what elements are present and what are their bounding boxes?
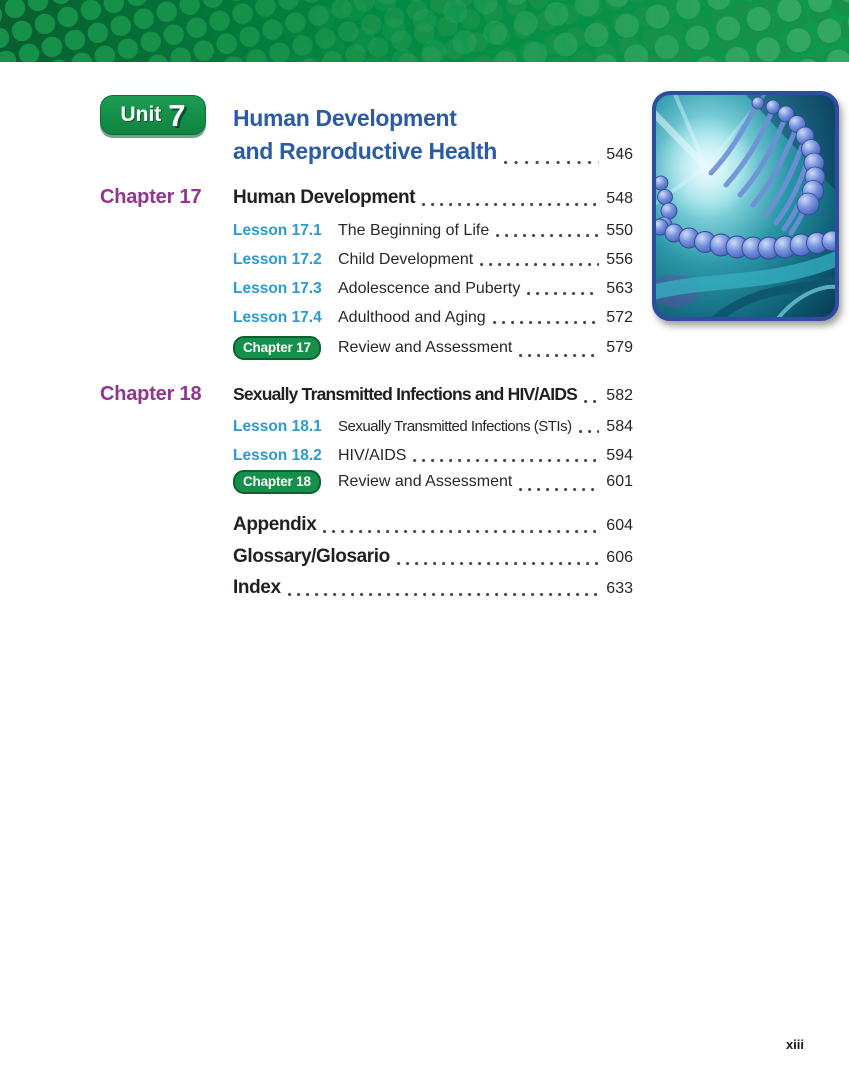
chapter-18-review-badge: Chapter 18 [233, 470, 321, 494]
lesson-18-2-page: 594 [606, 447, 633, 464]
dotted-leader [579, 429, 599, 434]
lesson-row-17-1 [233, 222, 633, 240]
dotted-leader [288, 592, 599, 597]
unit-title-line2 [233, 135, 633, 171]
dotted-leader [496, 233, 599, 238]
chapter-17-pill-box [233, 336, 338, 360]
index-page: 633 [606, 580, 633, 597]
appendix-page: 604 [606, 517, 633, 534]
unit-title-text: and Reproductive Health [233, 138, 498, 164]
lesson-row-18-2 [233, 447, 633, 465]
chapter-17-heading-row [100, 186, 633, 209]
lesson-17-4-page: 572 [606, 309, 633, 326]
dotted-leader [504, 160, 599, 165]
unit-title-line1: Human Development [233, 105, 457, 131]
index-title: Index [233, 577, 281, 598]
dotted-leader [397, 561, 599, 566]
dotted-leader [480, 262, 599, 267]
chapter-17-page-number: 548 [606, 190, 633, 207]
chapter-18-title: Sexually Transmitted Infections and HIV/AIDS [233, 384, 578, 404]
chapter-17-review-row [233, 336, 633, 360]
lesson-17-1-title: The Beginning of Life [338, 222, 490, 239]
backmatter-row-glossary [233, 546, 633, 568]
unit-badge-label: Unit [120, 103, 162, 126]
dotted-leader [323, 529, 599, 534]
lesson-18-1-label: Lesson 18.1 [233, 418, 322, 435]
lesson-18-2-label: Lesson 18.2 [233, 447, 322, 464]
lesson-row-18-1 [233, 418, 633, 436]
unit-badge-number: 7 [168, 97, 186, 133]
unit-title-block [233, 102, 633, 171]
dotted-leader [519, 487, 599, 492]
lesson-18-2-title: HIV/AIDS [338, 447, 407, 464]
dotted-leader [519, 353, 599, 358]
dna-illustration [656, 95, 835, 317]
lesson-17-1-label: Lesson 17.1 [233, 222, 322, 239]
chapter-18-heading-row [100, 383, 633, 406]
backmatter-row-appendix [233, 514, 633, 536]
lesson-17-2-title: Child Development [338, 251, 474, 268]
lesson-17-1-page: 550 [606, 222, 633, 239]
lesson-17-3-label: Lesson 17.3 [233, 280, 322, 297]
chapter-17-review-badge: Chapter 17 [233, 336, 321, 360]
chapter-18-review-title: Review and Assessment [338, 473, 513, 490]
lesson-18-1-page: 584 [606, 418, 633, 435]
chapter-18-label: Chapter 18 [100, 383, 202, 405]
backmatter-row-index [233, 577, 633, 599]
table-of-contents [100, 0, 633, 700]
dotted-leader [584, 399, 599, 404]
lesson-17-3-page: 563 [606, 280, 633, 297]
lesson-17-4-label: Lesson 17.4 [233, 309, 322, 326]
lesson-17-2-label: Lesson 17.2 [233, 251, 322, 268]
chapter-17-review-title: Review and Assessment [338, 339, 513, 356]
page-number-folio: xiii [785, 1037, 805, 1052]
chapter-17-title: Human Development [233, 187, 416, 208]
lesson-17-2-page: 556 [606, 251, 633, 268]
glossary-page: 606 [606, 549, 633, 566]
chapter-17-review-page: 579 [606, 339, 633, 356]
unit-badge [100, 95, 206, 135]
chapter-18-page-number: 582 [606, 387, 633, 404]
lesson-17-3-title: Adolescence and Puberty [338, 280, 521, 297]
dna-figure-image [652, 91, 839, 321]
chapter-18-pill-box [233, 470, 338, 494]
chapter-17-label: Chapter 17 [100, 186, 202, 208]
lesson-row-17-2 [233, 251, 633, 269]
dotted-leader [493, 320, 599, 325]
glossary-title: Glossary/Glosario [233, 546, 390, 567]
lesson-18-1-title: Sexually Transmitted Infections (STIs) [338, 418, 572, 435]
chapter-18-review-page: 601 [606, 473, 633, 490]
chapter-18-review-row [233, 470, 633, 494]
unit-page-number: 546 [606, 146, 633, 163]
dotted-leader [413, 458, 599, 463]
appendix-title: Appendix [233, 514, 317, 535]
lesson-17-4-title: Adulthood and Aging [338, 309, 486, 326]
lesson-row-17-3 [233, 280, 633, 298]
lesson-row-17-4 [233, 309, 633, 327]
dotted-leader [527, 291, 599, 296]
dotted-leader [422, 202, 599, 207]
